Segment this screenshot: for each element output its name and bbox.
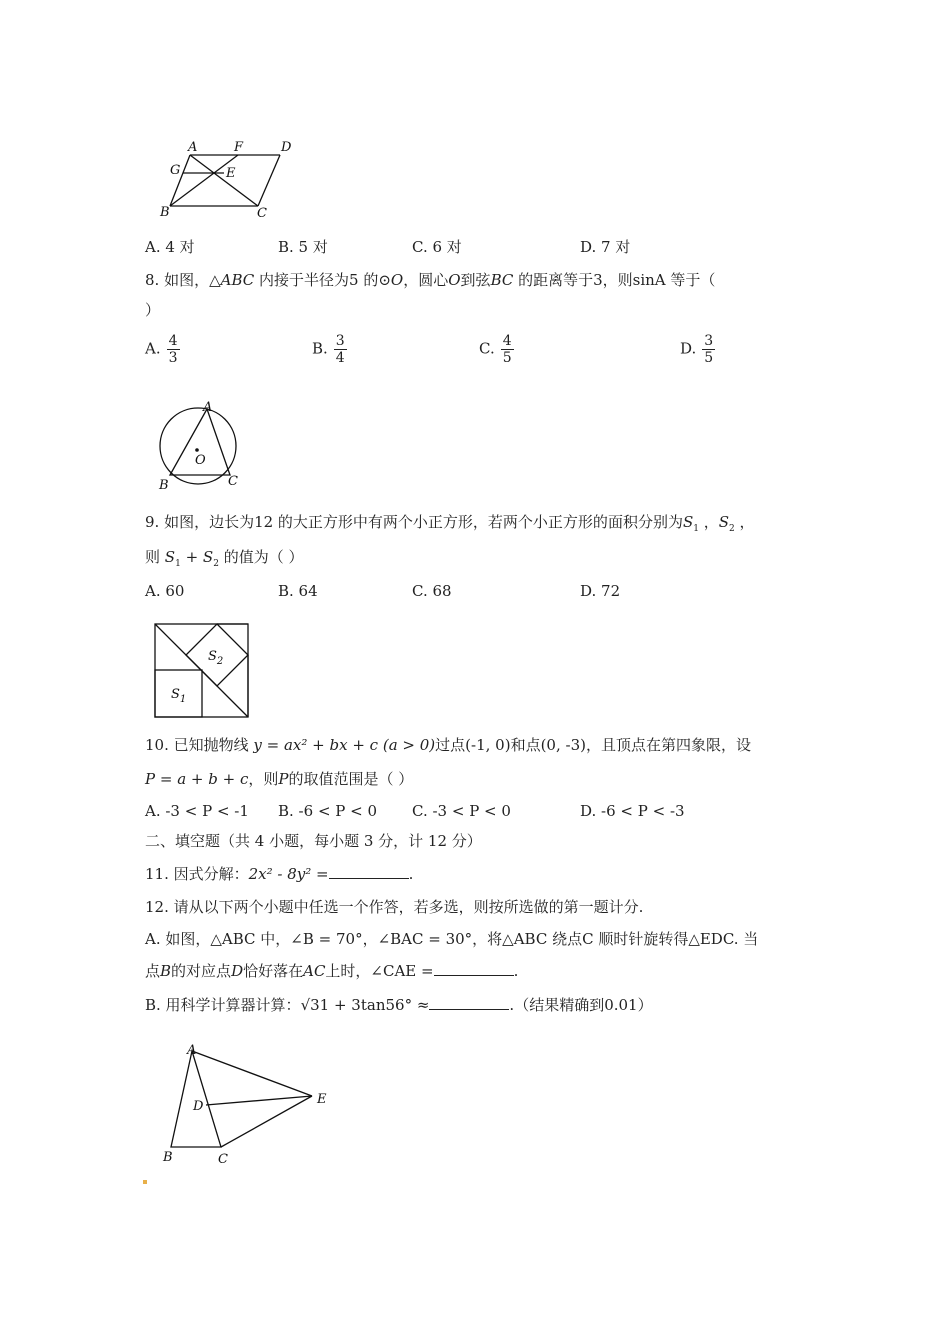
q10-option-a: A. -3 < P < -1: [145, 802, 249, 820]
q8-option-a-num: 4: [168, 333, 178, 349]
q8-label-b: B: [159, 478, 169, 492]
q12-label-a: A: [187, 1043, 197, 1058]
q10-stem-b: 过点: [435, 736, 466, 754]
q8-option-d-fraction: [702, 333, 715, 366]
q12-label-c: C: [218, 1152, 228, 1167]
q12-line-ce: [221, 1096, 312, 1147]
q7-option-b: B. 5 对: [278, 238, 328, 256]
q10-stem-a: 10. 已知抛物线: [145, 736, 254, 754]
q10-parabola-eq: y = ax² + bx + c (a > 0): [253, 736, 436, 754]
q12-b-expr: √31 + 3tan56° ≈: [300, 996, 430, 1014]
q12-rotation-figure: [155, 1036, 340, 1171]
q12-line-de: [206, 1096, 312, 1105]
q8-stem-text-a: 8. 如图，△: [145, 271, 221, 289]
q8-center-point: [195, 448, 199, 452]
q12-a-text-c: 的对应点: [171, 962, 232, 980]
q10-point1: (-1, 0): [465, 736, 511, 754]
q9-sum-s2: S: [202, 548, 214, 566]
q12-b-end: .（结果精确到0.01）: [509, 996, 653, 1014]
q8-stem-text-c: ，圆心: [403, 271, 449, 289]
q12-b-answer-blank[interactable]: [429, 995, 509, 1010]
q7-label-g: G: [170, 163, 181, 178]
q7-option-d: D. 7 对: [580, 238, 631, 256]
q7-label-d: D: [281, 140, 292, 155]
q8-option-a-den: 3: [168, 350, 178, 366]
q9-label-s2: [208, 649, 223, 667]
q8-label-o: O: [195, 453, 206, 468]
q7-label-f: F: [234, 140, 244, 155]
q7-line-ac: [190, 155, 258, 206]
q8-option-d: [680, 333, 715, 366]
q10-p-eq: P = a + b + c: [145, 770, 249, 788]
q7-option-a: A. 4 对: [145, 238, 195, 256]
q8-circle-figure: [150, 397, 250, 492]
q9-label-s2-sub: 2: [216, 656, 224, 667]
q10-stem-c: 和点: [510, 736, 541, 754]
q8-option-c-fraction: [501, 333, 514, 366]
q9-end: ，: [734, 513, 755, 531]
q11-end: .: [408, 865, 414, 883]
q9-label-s1: [171, 687, 186, 705]
q12-a-line1: A. 如图，△ABC 中，∠B = 70°，∠BAC = 30°，将△ABC 绕点C 顺时针旋转得△EDC. 当: [145, 930, 759, 948]
q8-stem-o2: O: [448, 271, 461, 289]
q12-b-text-a: B. 用科学计算器计算：: [145, 996, 301, 1014]
q7-line-dc: [258, 155, 280, 206]
q8-stem-line1: [145, 270, 715, 290]
q10-option-c: C. -3 < P < 0: [412, 802, 511, 820]
q8-option-b-letter: B.: [312, 339, 328, 358]
q9-stem-line1: [145, 512, 755, 539]
q12-b-line: [145, 995, 653, 1015]
q8-option-c-letter: C.: [479, 339, 495, 358]
q8-option-c: [479, 333, 514, 366]
q9-sum-s2-sub: 2: [213, 559, 219, 569]
q9-s2: S: [718, 513, 730, 531]
q10-stem-d: ，且顶点在第四象限，设: [585, 736, 751, 754]
q10-stem-line2-c: 的取值范围是（ ）: [288, 770, 414, 788]
q8-stem-text-b: 内接于半径为5 的⊙: [254, 271, 391, 289]
q7-label-a: A: [188, 140, 198, 155]
q9-sum-s1-sub: 1: [175, 559, 181, 569]
q8-option-a-fraction: [167, 333, 180, 366]
q7-option-c: C. 6 对: [412, 238, 462, 256]
q12-a-line2: [145, 961, 518, 981]
q10-option-b: B. -6 < P < 0: [278, 802, 378, 820]
q9-squares-figure: [150, 619, 254, 723]
q9-s1: S: [682, 513, 694, 531]
q8-option-b-den: 4: [335, 350, 345, 366]
q12-a-text-e: 恰好落在: [243, 962, 304, 980]
page-marker-dot: [143, 1180, 147, 1184]
q9-stem-text: 9. 如图，边长为12 的大正方形中有两个小正方形，若两个小正方形的面积分别为: [145, 513, 683, 531]
q8-label-a: A: [203, 400, 213, 415]
q9-stem-line2-b: 的值为（ ）: [218, 548, 304, 566]
q9-option-b: B. 64: [278, 582, 318, 600]
q12-a-end: .: [513, 962, 519, 980]
q10-stem-line2-b: ，则: [248, 770, 279, 788]
q9-square-s2: [186, 624, 248, 686]
q8-option-d-letter: D.: [680, 339, 697, 358]
q11-expr: 2x² - 8y² =: [248, 865, 329, 883]
q12-a-d: D: [231, 962, 244, 980]
q8-label-c: C: [228, 474, 238, 489]
q9-label-s2-letter: S: [208, 649, 217, 664]
q11-answer-blank[interactable]: [329, 864, 409, 879]
q9-stem-line2-a: 则: [145, 548, 165, 566]
q10-stem-line2: [145, 769, 413, 789]
q8-stem-line2: ）: [145, 301, 161, 319]
q8-option-d-den: 5: [704, 350, 714, 366]
q12-a-b: B: [160, 962, 172, 980]
q9-option-a: A. 60: [145, 582, 185, 600]
q10-stem-line1: [145, 735, 751, 755]
q10-p: P: [278, 770, 289, 788]
q8-option-d-num: 3: [704, 333, 714, 349]
q9-label-s1-sub: 1: [179, 694, 187, 705]
q8-stem-text-e: 的距离等于3，则sinA 等于（: [513, 271, 716, 289]
section2-title: 二、填空题（共 4 小题，每小题 3 分，计 12 分）: [145, 832, 482, 850]
q12-a-ac: AC: [303, 962, 326, 980]
q8-option-a: [145, 333, 180, 366]
q8-option-b-fraction: [334, 333, 347, 366]
q9-sep: ，: [698, 513, 719, 531]
q8-stem-text-d: 到弦: [460, 271, 491, 289]
q8-stem-bc: BC: [490, 271, 514, 289]
q9-option-c: C. 68: [412, 582, 452, 600]
q8-option-b: [312, 333, 347, 366]
q7-label-e: E: [226, 166, 236, 181]
q10-option-d: D. -6 < P < -3: [580, 802, 685, 820]
q7-label-b: B: [160, 205, 170, 220]
q11-stem-text: 11. 因式分解：: [145, 865, 249, 883]
q8-stem-abc: ABC: [220, 271, 255, 289]
q12-line-ae: [192, 1051, 312, 1096]
q10-point2: (0, -3): [540, 736, 586, 754]
q12-label-d: D: [193, 1099, 204, 1114]
q8-stem-o: O: [390, 271, 404, 289]
q9-s2-sub: 2: [729, 524, 735, 534]
q7-parallelogram-figure: [150, 136, 310, 226]
q8-option-c-den: 5: [502, 350, 512, 366]
q8-option-b-num: 3: [335, 333, 345, 349]
q9-sum-s1: S: [164, 548, 176, 566]
q12-a-text-a: 点: [145, 962, 161, 980]
q9-s1-sub: 1: [693, 524, 699, 534]
q12-label-b: B: [163, 1150, 173, 1165]
q12-label-e: E: [317, 1092, 327, 1107]
q11-stem: [145, 864, 413, 884]
q7-label-c: C: [257, 206, 267, 221]
q9-option-d: D. 72: [580, 582, 621, 600]
q12-stem: 12. 请从以下两个小题中任选一个作答，若多选，则按所选做的第一题计分.: [145, 898, 644, 916]
q12-a-answer-blank[interactable]: [434, 961, 514, 976]
q8-option-c-num: 4: [502, 333, 512, 349]
q12-a-text-g: 上时，∠CAE =: [325, 962, 434, 980]
q9-stem-line2: 则 $S_1 + S_2$ 的值为（ ）: [145, 548, 304, 569]
q9-label-s1-letter: S: [171, 687, 180, 702]
q8-option-a-letter: A.: [145, 339, 161, 358]
